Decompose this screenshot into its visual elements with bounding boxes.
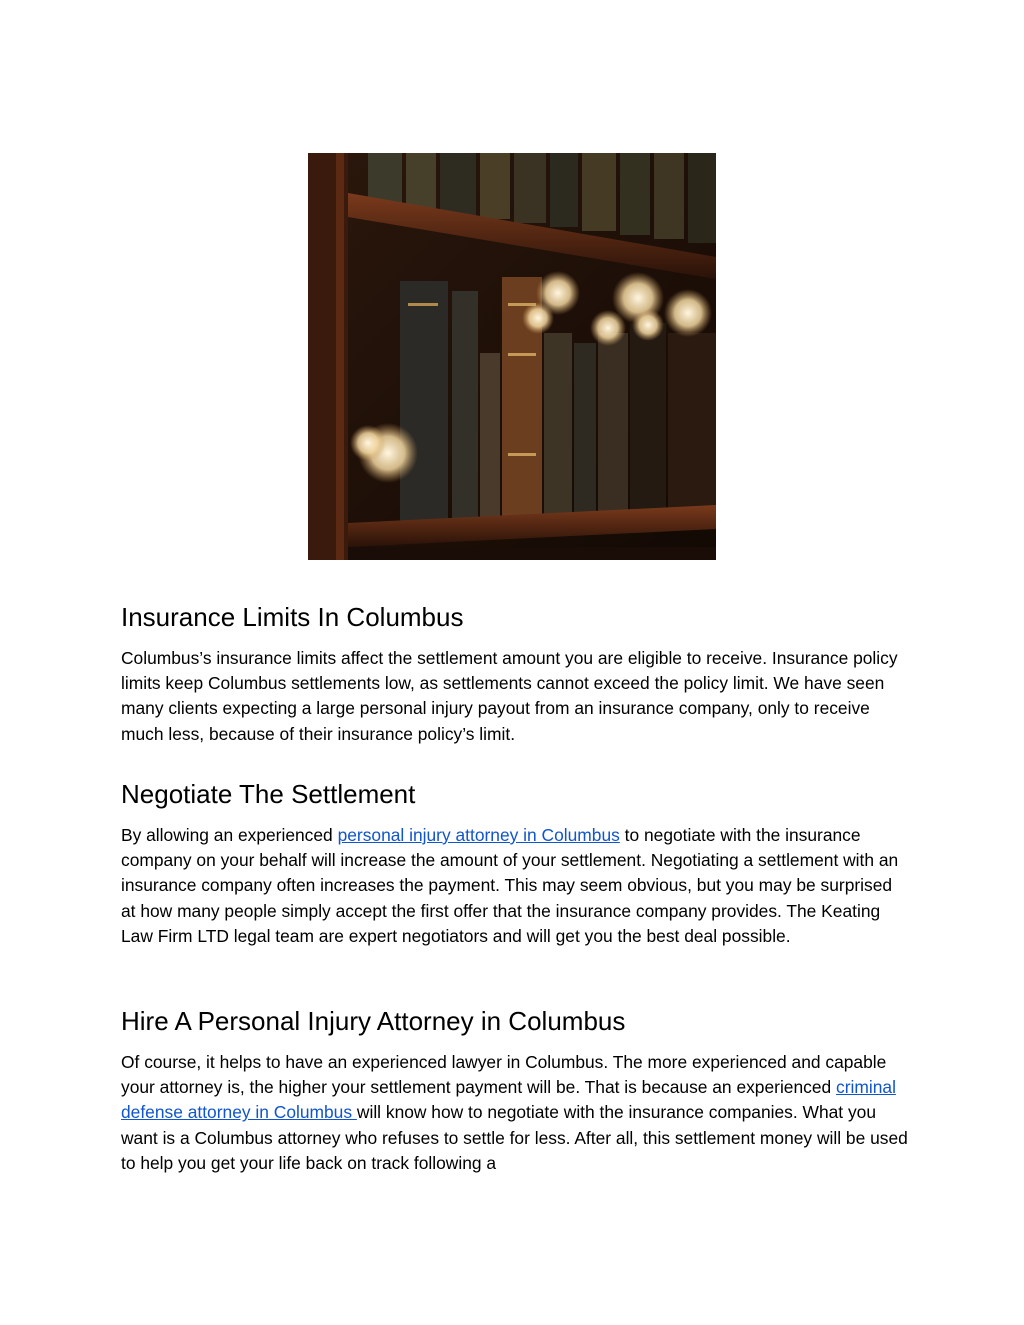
section-body-hire-attorney [121, 1050, 911, 1176]
section-heading-insurance-limits: Insurance Limits In Columbus [121, 602, 464, 632]
hire-text-before: Of course, it helps to have an experienced lawyer in Columbus. The more experienced and capable your attorney is, the higher your settlement payment will be. That is because an experienced [121, 1052, 887, 1098]
negotiate-text-after: to negotiate with the insurance company on your behalf will increase the amount of your settlement. Negotiating a settlement with an insurance company often increases the payment. This may seem obvious, but you may be surprised at how many people simply accept the first offer that the insurance company provides. The Keating Law Firm LTD legal team are expert negotiators and will get you the best deal possible. [121, 825, 899, 946]
section-heading-hire-attorney: Hire A Personal Injury Attorney in Columbus [121, 1006, 626, 1036]
personal-injury-attorney-link[interactable]: personal injury attorney in Columbus [337, 825, 620, 845]
section-heading-negotiate: Negotiate The Settlement [121, 779, 416, 809]
criminal-defense-attorney-link[interactable]: criminal defense attorney in Columbus [121, 1077, 896, 1123]
bookshelf-photo [308, 153, 716, 560]
negotiate-text-before: By allowing an experienced [121, 825, 338, 845]
hire-text-after: will know how to negotiate with the insurance companies. What you want is a Columbus attorney who refuses to settle for less. After all, this settlement money will be used to help you get your life back on track following a [121, 1102, 908, 1173]
section-body-negotiate [121, 823, 911, 949]
section-body-insurance-limits: Columbus’s insurance limits affect the settlement amount you are eligible to receive. Insurance policy limits keep Columbus settlements low, as settlements cannot exceed the policy limit. We have seen many clients expecting a large personal injury payout from an insurance company, only to receive much less, because of their insurance policy’s limit. [121, 648, 898, 744]
